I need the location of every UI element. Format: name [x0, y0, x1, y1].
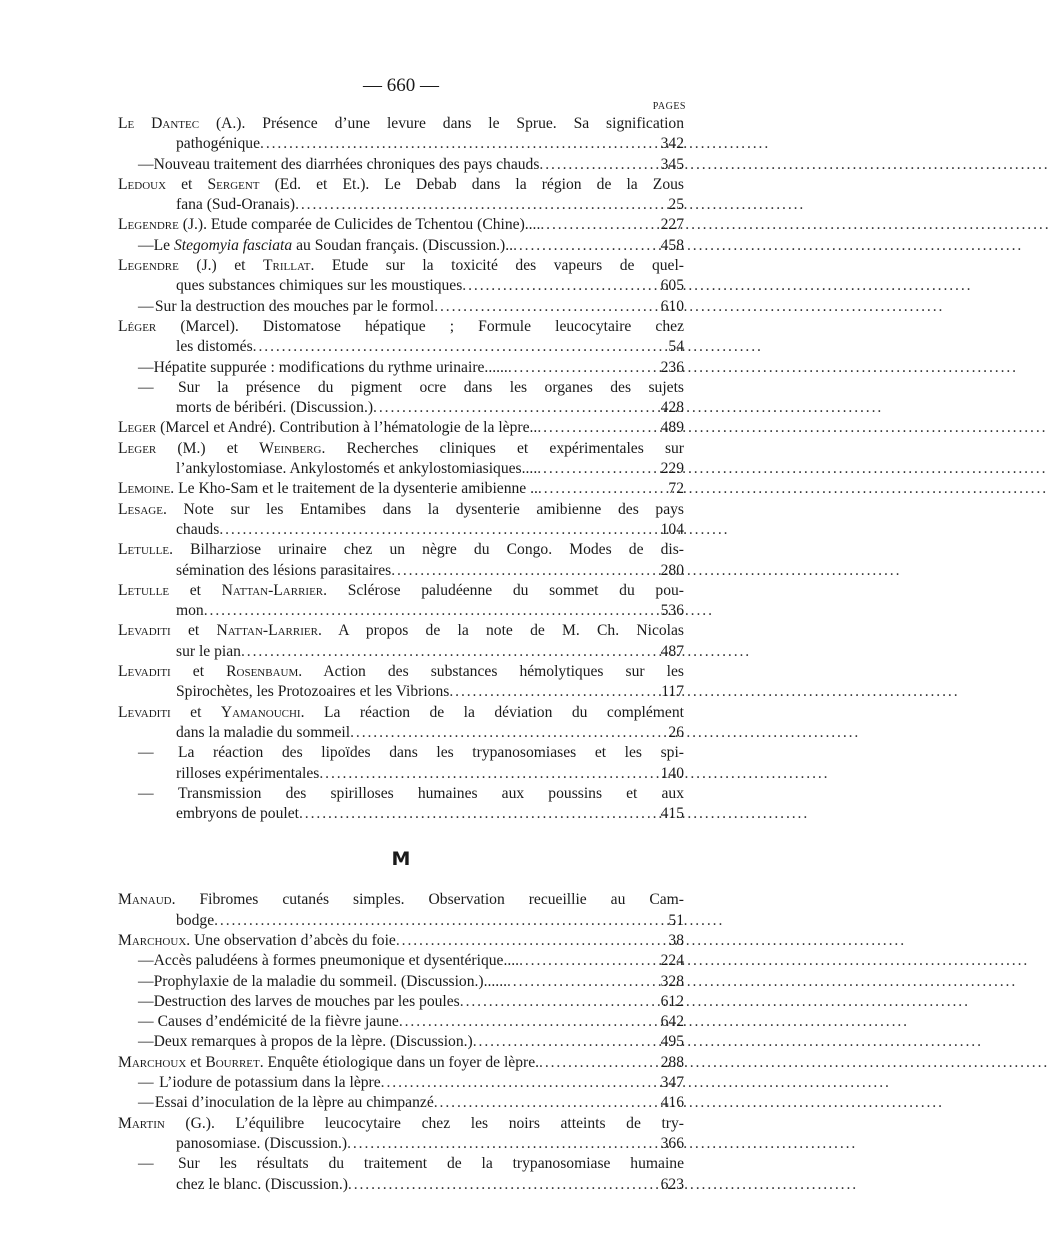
index-line — [118, 911, 684, 931]
index-line — [118, 317, 684, 337]
entry-text: Legendre (J.) et Trillat. Etude sur la toxicité des vapeurs de quel- — [118, 257, 684, 275]
entry-text: sémination des lésions parasitaires — [176, 561, 392, 579]
ditto-dash: — — [138, 1033, 154, 1051]
author-name: Nattan-Larrier — [216, 622, 318, 640]
page-reference: 495 — [660, 1033, 684, 1051]
author-name: Lesage — [118, 500, 163, 518]
page-reference: 54 — [668, 338, 684, 356]
entry-text: Spirochètes, les Protozoaires et les Vibrions — [176, 683, 450, 701]
page-reference: 642 — [660, 1013, 684, 1031]
author-name: Letulle — [118, 581, 170, 599]
index-entry — [118, 479, 684, 499]
index-line — [118, 561, 684, 581]
dot-leader — [537, 459, 648, 479]
dot-leader — [539, 1053, 648, 1073]
entry-text: Sur la destruction des mouches par le formol — [154, 297, 435, 315]
page-reference: 489 — [660, 419, 684, 437]
entry-text: Lemoine. Le Kho-Sam et le traitement de la dysenterie amibienne .. — [118, 480, 538, 498]
dot-leader — [391, 561, 648, 581]
dot-leader — [399, 1012, 648, 1032]
dot-leader — [204, 601, 648, 621]
entry-text: Léger (Marcel). Distomatose hépatique ; Formule leucocytaire chez — [118, 317, 684, 335]
dot-leader — [319, 764, 648, 784]
index-entry — [118, 1053, 684, 1114]
index-line — [118, 890, 684, 910]
index-line — [118, 621, 684, 641]
page-reference: 280 — [660, 561, 684, 579]
author-name: Sergent — [207, 175, 260, 193]
entry-text: Lesage. Note sur les Entamibes dans la dysenterie amibienne des pays — [118, 500, 684, 518]
index-line — [118, 1093, 684, 1113]
author-name: Weinberg — [259, 439, 322, 457]
index-line — [118, 297, 684, 317]
author-name: Leger — [118, 439, 157, 457]
dot-leader — [373, 398, 648, 418]
index-line — [118, 459, 684, 479]
author-name: Leger — [118, 419, 157, 437]
entry-text: Destruction des larves de mouches par les poules — [153, 992, 460, 1010]
entry-text: Prophylaxie de la maladie du sommeil. (Discussion.)...... — [153, 972, 507, 990]
entry-text: La réaction des lipoïdes dans les trypanosomiases et les spi- — [178, 744, 684, 762]
index-line — [118, 134, 684, 154]
ditto-dash: — — [138, 952, 154, 970]
page-reference: 342 — [660, 135, 684, 153]
page-reference: 104 — [660, 520, 684, 538]
index-line — [118, 1032, 684, 1052]
page-reference: 487 — [660, 642, 684, 660]
index-entry — [118, 500, 684, 541]
author-name: Lemoine — [118, 480, 171, 498]
page-reference: 415 — [660, 805, 684, 823]
index-line — [118, 358, 684, 378]
ditto-dash: — — [138, 155, 154, 173]
dot-leader — [299, 804, 648, 824]
entry-text: dans la maladie du sommeil — [176, 723, 351, 741]
author-name: Levaditi — [118, 703, 171, 721]
author-name: Trillat — [263, 257, 311, 275]
entry-text: Letulle. Bilharziose urinaire chez un nègre du Congo. Modes de dis- — [118, 541, 684, 559]
page-reference: 345 — [660, 155, 684, 173]
page-reference: 536 — [660, 602, 684, 620]
entry-text: Leger (M.) et Weinberg. Recherches cliniques et expérimentales sur — [118, 439, 684, 457]
entry-text: Hépatite suppurée : modifications du rythme urinaire...... — [153, 358, 508, 376]
entry-text: mon — [176, 602, 204, 620]
entry-text: Transmission des spirilloses humaines aux poussins et aux — [178, 784, 684, 802]
species-name: Stegomyia fasciata — [173, 236, 293, 254]
author-name: Levaditi — [118, 622, 171, 640]
entry-text: Sur les résultats du traitement de la trypanosomiase humaine — [178, 1155, 684, 1173]
index-entry — [118, 662, 684, 703]
entry-text: Marchoux. Une observation d’abcès du foie — [118, 931, 396, 949]
dot-leader — [434, 297, 648, 317]
entry-text: Letulle et Nattan-Larrier. Sclérose paludéenne du sommet du pou- — [118, 581, 684, 599]
page-reference: 26 — [668, 723, 684, 741]
entry-text: bodge — [176, 911, 215, 929]
index-entry — [118, 931, 684, 1053]
index-entry — [118, 703, 684, 825]
entry-text: ques substances chimiques sur les moustiques — [176, 277, 463, 295]
index-line — [118, 972, 684, 992]
index-line — [118, 804, 684, 824]
index-line — [118, 378, 684, 398]
entry-text: Levaditi et Yamanouchi. La réaction de la déviation du complément — [118, 703, 684, 721]
index-line — [118, 1134, 684, 1154]
dot-leader — [347, 1134, 648, 1154]
dot-leader — [253, 337, 648, 357]
pages-column-header: PAGES — [652, 101, 686, 112]
index-entry — [118, 256, 684, 317]
entry-text: chez le blanc. (Discussion.) — [176, 1175, 348, 1193]
index-line — [118, 784, 684, 804]
dot-leader — [295, 195, 648, 215]
page-reference: 140 — [660, 764, 684, 782]
author-name: Marchoux — [118, 1053, 187, 1071]
index-line — [118, 337, 684, 357]
page-reference: 328 — [660, 972, 684, 990]
index-line — [118, 195, 684, 215]
index-entry — [118, 540, 684, 581]
index-line — [118, 642, 684, 662]
section-letter-heading: M — [391, 848, 411, 871]
page-reference: 236 — [660, 358, 684, 376]
author-name: Legendre — [118, 257, 179, 275]
page-reference: 366 — [660, 1134, 684, 1152]
page-reference: 623 — [660, 1175, 684, 1193]
ditto-dash: — — [138, 744, 154, 762]
ditto-dash: — — [138, 1074, 154, 1092]
entry-text: Le Stegomyia fasciata au Soudan français. (Discussion.).. — [153, 236, 514, 254]
ditto-dash: — — [138, 297, 154, 315]
author-name: Bourret — [205, 1053, 260, 1071]
dot-leader — [260, 134, 648, 154]
author-name: Nattan-Larrier — [221, 581, 324, 599]
entry-text: l’ankylostomiase. Ankylostomés et ankylostomiasiques.... — [176, 460, 538, 478]
page-reference: 458 — [660, 236, 684, 254]
author-name: Legendre — [118, 216, 179, 234]
index-line — [118, 743, 684, 763]
index-line — [118, 1012, 684, 1032]
index-line — [118, 418, 684, 438]
author-name: Marchoux — [118, 931, 187, 949]
entry-text: Manaud. Fibromes cutanés simples. Observation recueillie au Cam- — [118, 891, 684, 909]
page-reference: 224 — [660, 952, 684, 970]
dot-leader — [539, 155, 648, 175]
dot-leader — [348, 1175, 648, 1195]
author-name: Léger — [118, 317, 157, 335]
ditto-dash: — — [138, 784, 154, 802]
entry-text: Levaditi et Rosenbaum. Action des substances hémolytiques sur les — [118, 663, 684, 681]
index-entry — [118, 215, 684, 256]
page-reference: 610 — [660, 297, 684, 315]
dot-leader — [396, 931, 648, 951]
dot-leader — [540, 215, 648, 235]
index-entry — [118, 621, 684, 662]
index-line — [118, 931, 684, 951]
dot-leader — [460, 992, 648, 1012]
author-name: Rosenbaum — [226, 663, 299, 681]
author-name: Le Dantec — [118, 115, 200, 132]
entry-text: Deux remarques à propos de la lèpre. (Discussion.) — [153, 1033, 473, 1051]
dot-leader — [241, 642, 648, 662]
index-entry — [118, 418, 684, 438]
entry-text: Accès paludéens à formes pneumonique et dysentérique.... — [153, 952, 520, 970]
index-list-l — [118, 114, 684, 824]
dot-leader — [462, 276, 648, 296]
index-line — [118, 236, 684, 256]
index-entry — [118, 317, 684, 418]
index-line — [118, 764, 684, 784]
entry-text: morts de béribéri. (Discussion.) — [176, 399, 374, 417]
entry-text: pathogénique — [176, 135, 261, 153]
index-line — [118, 1175, 684, 1195]
dot-leader — [434, 1093, 648, 1113]
dot-leader — [219, 520, 648, 540]
ditto-dash: — — [138, 1155, 154, 1173]
entry-text: Marchoux et Bourret. Enquête étiologique dans un foyer de lèpre. — [118, 1053, 540, 1071]
index-line — [118, 682, 684, 702]
index-entry — [118, 114, 684, 175]
index-line — [118, 1114, 684, 1134]
index-line — [118, 1073, 684, 1093]
page-reference: 347 — [660, 1074, 684, 1092]
index-line — [118, 1154, 684, 1174]
index-list-m — [118, 890, 684, 1194]
index-line — [118, 175, 684, 195]
entry-text: chauds — [176, 520, 220, 538]
author-name: Yamanouchi — [220, 703, 301, 721]
entry-text: Ledoux et Sergent (Ed. et Et.). Le Debab dans la région de la Zous — [118, 175, 684, 193]
dot-leader — [473, 1032, 648, 1052]
page-reference: 288 — [660, 1053, 684, 1071]
dot-leader — [508, 358, 648, 378]
page-reference: 38 — [668, 931, 684, 949]
entry-text: Leger (Marcel et André). Contribution à l’hématologie de la lèpre.. — [118, 419, 538, 437]
author-name: Letulle — [118, 541, 170, 559]
entry-text: Levaditi et Nattan-Larrier. A propos de la note de M. Ch. Nicolas — [118, 622, 684, 640]
page-reference: 229 — [660, 460, 684, 478]
index-entry — [118, 1114, 684, 1195]
entry-text: les distomés — [176, 338, 253, 356]
index-line — [118, 723, 684, 743]
dot-leader — [519, 951, 648, 971]
entry-text: Le Dantec (A.). Présence d’une levure dans le Sprue. Sa signification — [118, 115, 684, 132]
page-reference: 416 — [660, 1094, 684, 1112]
entry-text: L’iodure de potassium dans la lèpre — [159, 1074, 381, 1092]
author-name: Levaditi — [118, 663, 171, 681]
author-name: Ledoux — [118, 175, 167, 193]
dot-leader — [449, 682, 648, 702]
page-reference: 605 — [660, 277, 684, 295]
index-line — [118, 439, 684, 459]
entry-text: Causes d’endémicité de la fièvre jaune — [157, 1013, 399, 1031]
dot-leader — [538, 479, 648, 499]
entry-text: Sur la présence du pigment ocre dans les organes des sujets — [178, 378, 684, 396]
ditto-dash: — — [138, 358, 154, 376]
page-reference: 51 — [668, 911, 684, 929]
entry-text: panosomiase. (Discussion.) — [176, 1134, 348, 1152]
dot-leader — [214, 911, 648, 931]
index-line — [118, 155, 684, 175]
ditto-dash: — — [138, 378, 154, 396]
author-name: Martin — [118, 1114, 165, 1132]
page-reference: 612 — [660, 992, 684, 1010]
author-name: Manaud — [118, 891, 172, 909]
index-line — [118, 951, 684, 971]
index-line — [118, 1053, 684, 1073]
index-page — [118, 72, 684, 1195]
index-line — [118, 500, 684, 520]
page-reference: 25 — [668, 196, 684, 214]
index-line — [118, 114, 684, 134]
index-line — [118, 215, 684, 235]
page-reference: 227 — [660, 216, 684, 234]
index-line — [118, 601, 684, 621]
entry-text: Legendre (J.). Etude comparée de Culicides de Tchentou (Chine).... — [118, 216, 541, 234]
index-line — [118, 992, 684, 1012]
entry-text: rilloses expérimentales — [176, 764, 320, 782]
entry-text: Essai d’inoculation de la lèpre au chimpanzé — [154, 1094, 434, 1112]
index-entry — [118, 439, 684, 480]
index-line — [118, 520, 684, 540]
ditto-dash: — — [138, 992, 154, 1010]
dot-leader — [537, 418, 648, 438]
dot-leader — [350, 723, 648, 743]
index-line — [118, 398, 684, 418]
index-entry — [118, 890, 684, 931]
index-line — [118, 479, 684, 499]
index-line — [118, 703, 684, 723]
index-entry — [118, 175, 684, 216]
entry-text: Martin (G.). L’équilibre leucocytaire chez les noirs atteints de try- — [118, 1114, 684, 1132]
page-number: — 660 — — [363, 75, 439, 96]
entry-text: sur le pian — [176, 642, 241, 660]
index-line — [118, 256, 684, 276]
page-reference: 428 — [660, 399, 684, 417]
index-line — [118, 540, 684, 560]
entry-text: embryons de poulet — [176, 805, 299, 823]
page-reference: 117 — [661, 683, 684, 701]
dot-leader — [381, 1073, 648, 1093]
ditto-dash: — — [138, 1094, 154, 1112]
index-line — [118, 276, 684, 296]
dot-leader — [513, 236, 648, 256]
index-line — [118, 662, 684, 682]
entry-text: Nouveau traitement des diarrhées chroniques des pays chauds — [153, 155, 540, 173]
ditto-dash: — — [138, 972, 154, 990]
ditto-dash: — — [138, 1013, 154, 1031]
index-line — [118, 581, 684, 601]
dot-leader — [507, 972, 648, 992]
index-entry — [118, 581, 684, 622]
entry-text: fana (Sud-Oranais) — [176, 196, 296, 214]
page-reference: 72 — [668, 480, 684, 498]
ditto-dash: — — [138, 236, 154, 254]
